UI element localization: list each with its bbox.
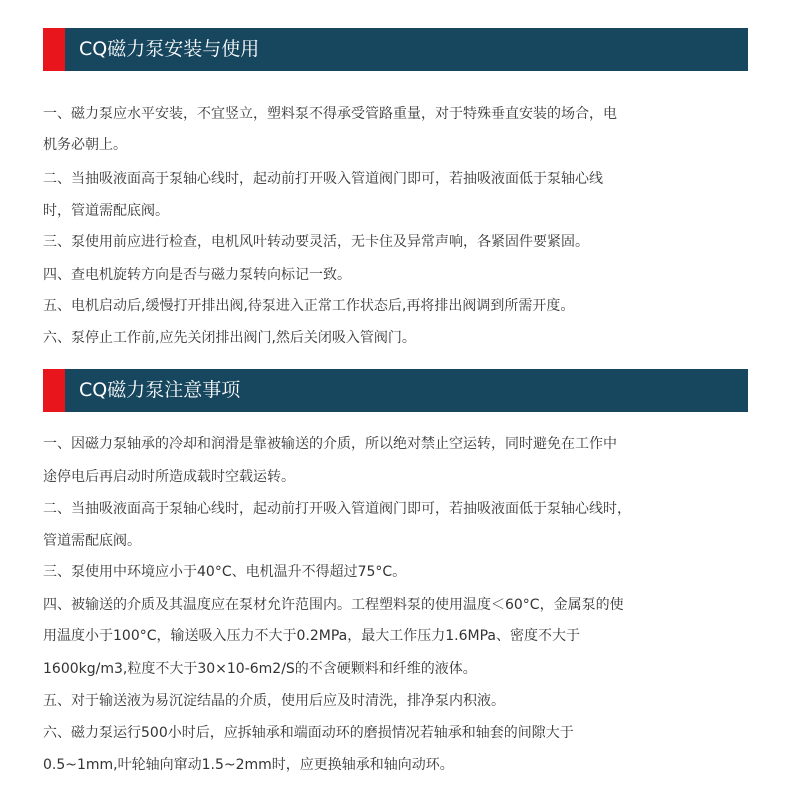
paragraph-line: 时，管道需配底阀。	[43, 203, 169, 219]
paragraph-line: 五、对于输送液为易沉淀结晶的介质，使用后应及时清洗，排净泵内积液。	[43, 693, 505, 709]
paragraph-line: 三、泵使用中环境应小于40°C、电机温升不得超过75°C。	[43, 564, 407, 580]
paragraph-line: 五、电机启动后,缓慢打开排出阀,待泵进入正常工作状态后,再将排出阀调到所需开度。	[43, 298, 575, 314]
section-banner-installation	[43, 28, 748, 71]
paragraph-line: 六、泵停止工作前,应先关闭排出阀门,然后关闭吸入管阀门。	[43, 330, 416, 346]
paragraph-line: 二、当抽吸液面高于泵轴心线时，起动前打开吸入管道阀门即可，若抽吸液面低于泵轴心线时，	[43, 501, 631, 517]
paragraph-line: 一、磁力泵应水平安装，不宜竖立，塑料泵不得承受管路重量，对于特殊垂直安装的场合，电	[43, 106, 617, 122]
banner-accent-bar	[43, 369, 65, 412]
banner-accent-bar	[43, 28, 65, 71]
section-title: CQ磁力泵注意事项	[79, 379, 241, 401]
paragraph-line: 1600kg/m3,粒度不大于30×10-6m2/S的不含硬颗料和纤维的液体。	[43, 661, 477, 677]
paragraph-line: 六、磁力泵运行500小时后，应拆轴承和端面动环的磨损情况若轴承和轴套的间隙大于	[43, 725, 574, 741]
section-banner-precautions	[43, 369, 748, 412]
paragraph-line: 二、当抽吸液面高于泵轴心线时，起动前打开吸入管道阀门即可，若抽吸液面低于泵轴心线	[43, 171, 603, 187]
paragraph-line: 机务必朝上。	[43, 137, 127, 153]
paragraph-line: 途停电后再启动时所造成载时空载运转。	[43, 469, 295, 485]
paragraph-line: 三、泵使用前应进行检查，电机风叶转动要灵活，无卡住及异常声响，各紧固件要紧固。	[43, 234, 589, 250]
paragraph-line: 0.5~1mm,叶轮轴向窜动1.5~2mm时，应更换轴承和轴向动环。	[43, 757, 454, 773]
paragraph-line: 用温度小于100°C，输送吸入压力不大于0.2MPa，最大工作压力1.6MPa、密度不大于	[43, 628, 580, 644]
paragraph-line: 一、因磁力泵轴承的冷却和润滑是靠被输送的介质，所以绝对禁止空运转，同时避免在工作中	[43, 436, 617, 452]
paragraph-line: 四、被输送的介质及其温度应在泵材允许范围内。工程塑料泵的使用温度＜60°C，金属泵的使	[43, 597, 624, 613]
paragraph-line: 管道需配底阀。	[43, 533, 141, 549]
paragraph-line: 四、查电机旋转方向是否与磁力泵转向标记一致。	[43, 267, 351, 283]
section-title: CQ磁力泵安装与使用	[79, 38, 260, 60]
